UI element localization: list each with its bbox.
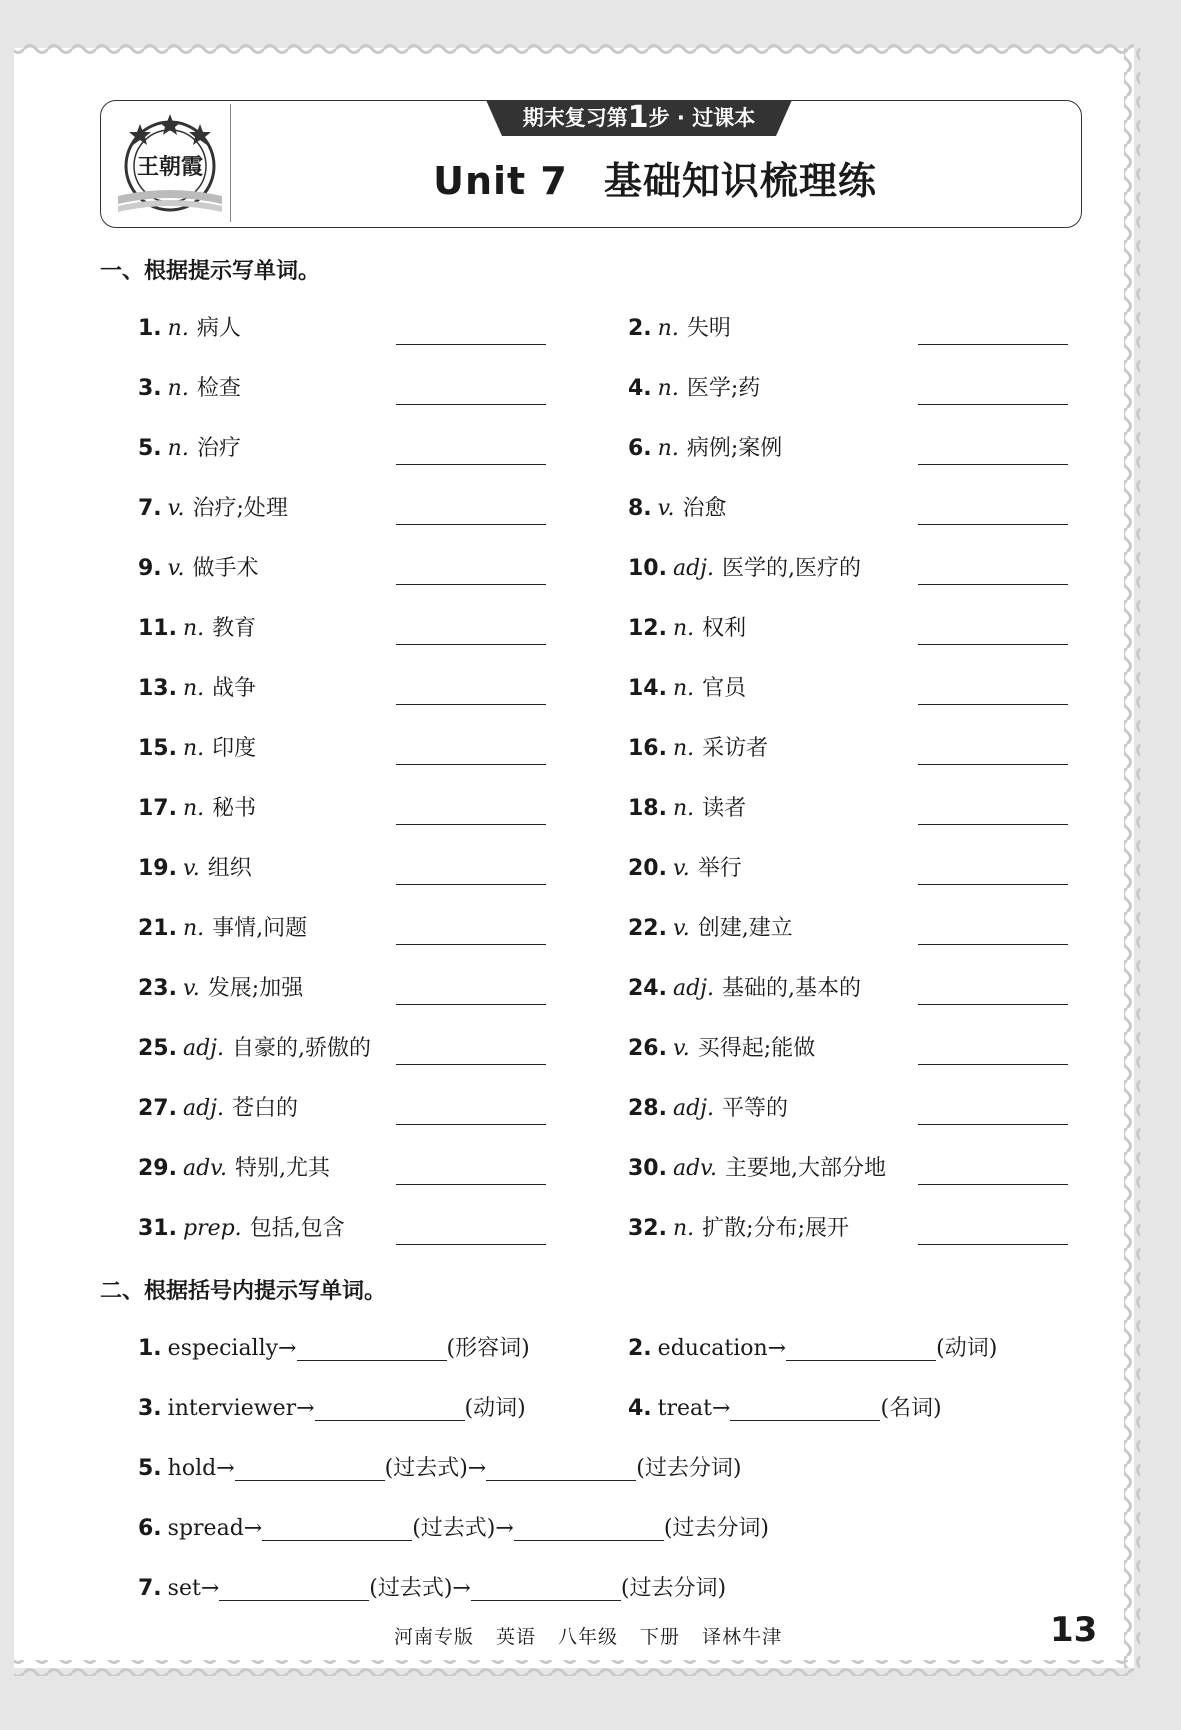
word-item (138, 974, 303, 1004)
part-of-speech: v. (672, 856, 690, 881)
part-of-speech: n. (182, 616, 205, 641)
answer-blank[interactable] (235, 1456, 385, 1481)
word-item (628, 674, 746, 704)
meaning: 举行 (697, 856, 742, 881)
meaning: 官员 (702, 676, 747, 701)
footer-version: 译林牛津 (702, 1626, 783, 1648)
answer-blank[interactable] (471, 1576, 621, 1601)
word-item (628, 974, 861, 1004)
meaning: 事情,问题 (212, 916, 308, 941)
meaning: 教育 (212, 616, 257, 641)
part-of-speech: adj. (672, 976, 714, 1001)
footer-edition: 河南专版 (394, 1626, 475, 1648)
answer-blank[interactable] (918, 824, 1068, 825)
answer-blank[interactable] (396, 344, 546, 345)
part-of-speech: n. (657, 376, 679, 401)
meaning: 治疗 (196, 436, 241, 461)
item-number: 6. (138, 1516, 162, 1541)
meaning: 采访者 (702, 736, 769, 761)
answer-blank[interactable] (730, 1396, 880, 1421)
part-of-speech: adj. (182, 1036, 224, 1061)
form-hint: (过去分词) (663, 1516, 769, 1541)
answer-blank[interactable] (396, 944, 546, 945)
word-form-item (138, 1454, 741, 1484)
part-of-speech: v. (672, 1036, 690, 1061)
word-item (628, 1154, 886, 1184)
form-hint: (动词) (936, 1336, 998, 1361)
word-form-item (138, 1334, 530, 1364)
base-word: spread→ (167, 1516, 263, 1541)
word-item (138, 914, 307, 944)
item-number: 12. (628, 616, 667, 641)
form-hint: (过去式)→ (412, 1516, 514, 1541)
item-number: 22. (628, 916, 667, 941)
item-number: 21. (138, 916, 177, 941)
part-of-speech: n. (672, 616, 695, 641)
part-of-speech: adv. (182, 1156, 227, 1181)
word-item (138, 1154, 330, 1184)
part-of-speech: v. (167, 556, 185, 581)
word-item (628, 494, 727, 524)
word-item (628, 854, 742, 884)
word-item (138, 374, 241, 404)
answer-blank[interactable] (918, 1244, 1068, 1245)
item-number: 3. (138, 376, 162, 401)
meaning: 做手术 (192, 556, 259, 581)
item-number: 27. (138, 1096, 177, 1121)
item-number: 11. (138, 616, 177, 641)
word-item (138, 434, 241, 464)
word-item (628, 1214, 849, 1244)
part-of-speech: n. (167, 436, 189, 461)
answer-blank[interactable] (486, 1456, 636, 1481)
item-number: 25. (138, 1036, 177, 1061)
word-item (138, 1034, 371, 1064)
meaning: 治愈 (682, 496, 727, 521)
part-of-speech: v. (167, 496, 185, 521)
item-number: 31. (138, 1216, 177, 1241)
answer-blank[interactable] (297, 1336, 447, 1361)
footer-volume: 下册 (640, 1626, 681, 1648)
item-number: 2. (628, 316, 652, 341)
word-item (138, 314, 241, 344)
word-form-item (628, 1334, 997, 1364)
part-of-speech: v. (182, 856, 200, 881)
page-number: 13 (1050, 1610, 1098, 1650)
answer-blank[interactable] (786, 1336, 936, 1361)
item-number: 9. (138, 556, 162, 581)
meaning: 创建,建立 (697, 916, 793, 941)
item-number: 29. (138, 1156, 177, 1181)
part-of-speech: n. (672, 1216, 695, 1241)
meaning: 医学的,医疗的 (722, 556, 861, 581)
answer-blank[interactable] (396, 524, 546, 525)
answer-blank[interactable] (396, 1064, 546, 1065)
word-item (628, 314, 731, 344)
form-hint: (动词) (464, 1396, 526, 1421)
base-word: hold→ (167, 1456, 235, 1481)
answer-blank[interactable] (315, 1396, 465, 1421)
answer-blank[interactable] (262, 1516, 412, 1541)
part-of-speech: n. (182, 676, 205, 701)
answer-blank[interactable] (918, 884, 1068, 885)
meaning: 检查 (196, 376, 241, 401)
word-form-item (628, 1394, 942, 1424)
item-number: 26. (628, 1036, 667, 1061)
answer-blank[interactable] (396, 884, 546, 885)
item-number: 4. (628, 1396, 652, 1421)
base-word: especially→ (167, 1336, 297, 1361)
form-hint: (过去式)→ (384, 1456, 487, 1481)
item-number: 3. (138, 1396, 162, 1421)
item-number: 24. (628, 976, 667, 1001)
meaning: 主要地,大部分地 (725, 1156, 886, 1181)
answer-blank[interactable] (396, 404, 546, 405)
part-of-speech: n. (167, 316, 189, 341)
answer-blank[interactable] (918, 1184, 1068, 1185)
meaning: 治疗;处理 (192, 496, 288, 521)
item-number: 10. (628, 556, 667, 581)
meaning: 发展;加强 (207, 976, 304, 1001)
answer-blank[interactable] (918, 344, 1068, 345)
word-item (628, 914, 793, 944)
section2-heading: 二、根据括号内提示写单词。 (100, 1279, 387, 1304)
meaning: 失明 (686, 316, 731, 341)
meaning: 苍白的 (232, 1096, 299, 1121)
part-of-speech: adj. (182, 1096, 224, 1121)
answer-blank[interactable] (396, 1124, 546, 1125)
part-of-speech: prep. (182, 1216, 242, 1241)
item-number: 8. (628, 496, 652, 521)
step-tab: 期末复习第1步 · 过课本 (522, 100, 756, 135)
item-number: 2. (628, 1336, 652, 1361)
svg-text:王朝霞: 王朝霞 (136, 154, 204, 180)
part-of-speech: adj. (672, 1096, 714, 1121)
part-of-speech: v. (672, 916, 690, 941)
word-item (138, 734, 256, 764)
word-item (138, 1094, 298, 1124)
answer-blank[interactable] (918, 1004, 1068, 1005)
item-number: 1. (138, 1336, 162, 1361)
meaning: 印度 (212, 736, 257, 761)
answer-blank[interactable] (918, 704, 1068, 705)
word-item (628, 554, 861, 584)
word-item (628, 1094, 788, 1124)
part-of-speech: n. (167, 376, 189, 401)
part-of-speech: n. (657, 436, 679, 461)
section1-heading: 一、根据提示写单词。 (100, 259, 321, 284)
form-hint: (形容词) (446, 1336, 530, 1361)
answer-blank[interactable] (396, 1184, 546, 1185)
item-number: 6. (628, 436, 652, 461)
meaning: 秘书 (212, 796, 257, 821)
part-of-speech: n. (672, 676, 695, 701)
item-number: 32. (628, 1216, 667, 1241)
meaning: 医学;药 (686, 376, 761, 401)
footer (394, 1622, 804, 1649)
page-title: Unit 7 基础知识梳理练 (433, 159, 877, 203)
word-item (628, 1034, 815, 1064)
word-item (628, 614, 746, 644)
item-number: 4. (628, 376, 652, 401)
word-item (138, 794, 256, 824)
item-number: 18. (628, 796, 667, 821)
form-hint: (过去式)→ (369, 1576, 471, 1601)
answer-blank[interactable] (918, 944, 1068, 945)
answer-blank[interactable] (396, 1004, 546, 1005)
answer-blank[interactable] (396, 1244, 546, 1245)
part-of-speech: n. (672, 736, 695, 761)
item-number: 16. (628, 736, 667, 761)
item-number: 13. (138, 676, 177, 701)
meaning: 基础的,基本的 (722, 976, 861, 1001)
item-number: 14. (628, 676, 667, 701)
word-item (138, 494, 288, 524)
word-item (628, 434, 782, 464)
word-item (138, 554, 259, 584)
part-of-speech: n. (672, 796, 695, 821)
part-of-speech: adv. (672, 1156, 717, 1181)
meaning: 平等的 (722, 1096, 789, 1121)
answer-blank[interactable] (396, 764, 546, 765)
answer-blank[interactable] (219, 1576, 369, 1601)
part-of-speech: adj. (672, 556, 714, 581)
item-number: 5. (138, 436, 162, 461)
item-number: 15. (138, 736, 177, 761)
form-hint: (名词) (880, 1396, 942, 1421)
item-number: 7. (138, 496, 162, 521)
base-word: education→ (657, 1336, 787, 1361)
word-item (628, 734, 768, 764)
item-number: 5. (138, 1456, 162, 1481)
meaning: 组织 (207, 856, 252, 881)
footer-subject: 英语 (496, 1626, 537, 1648)
answer-blank[interactable] (918, 524, 1068, 525)
answer-blank[interactable] (396, 584, 546, 585)
answer-blank[interactable] (396, 704, 546, 705)
word-form-item (138, 1514, 769, 1544)
word-item (628, 794, 746, 824)
meaning: 扩散;分布;展开 (702, 1216, 849, 1241)
answer-blank[interactable] (514, 1516, 664, 1541)
form-hint: (过去分词) (620, 1576, 727, 1601)
word-item (138, 674, 256, 704)
item-number: 17. (138, 796, 177, 821)
word-form-item (138, 1574, 726, 1604)
word-item (138, 854, 252, 884)
part-of-speech: n. (182, 796, 205, 821)
answer-blank[interactable] (396, 464, 546, 465)
answer-blank[interactable] (396, 824, 546, 825)
base-word: interviewer→ (167, 1396, 315, 1421)
word-item (138, 614, 256, 644)
base-word: set→ (167, 1576, 220, 1601)
answer-blank[interactable] (918, 1124, 1068, 1125)
meaning: 自豪的,骄傲的 (232, 1036, 371, 1061)
base-word: treat→ (657, 1396, 731, 1421)
meaning: 权利 (702, 616, 747, 641)
part-of-speech: n. (182, 916, 205, 941)
meaning: 包括,包含 (249, 1216, 345, 1241)
item-number: 1. (138, 316, 162, 341)
answer-blank[interactable] (918, 404, 1068, 405)
part-of-speech: n. (657, 316, 679, 341)
meaning: 病人 (196, 316, 241, 341)
word-form-item (138, 1394, 526, 1424)
item-number: 28. (628, 1096, 667, 1121)
part-of-speech: v. (657, 496, 675, 521)
part-of-speech: v. (182, 976, 200, 1001)
meaning: 读者 (702, 796, 747, 821)
meaning: 买得起;能做 (697, 1036, 816, 1061)
answer-blank[interactable] (918, 464, 1068, 465)
word-item (138, 1214, 345, 1244)
item-number: 30. (628, 1156, 667, 1181)
answer-blank[interactable] (918, 1064, 1068, 1065)
publisher-logo (110, 104, 230, 222)
answer-blank[interactable] (918, 644, 1068, 645)
item-number: 23. (138, 976, 177, 1001)
answer-blank[interactable] (918, 584, 1068, 585)
meaning: 特别,尤其 (235, 1156, 330, 1181)
footer-grade: 八年级 (558, 1626, 619, 1648)
item-number: 19. (138, 856, 177, 881)
meaning: 战争 (212, 676, 257, 701)
meaning: 病例;案例 (686, 436, 783, 461)
answer-blank[interactable] (918, 764, 1068, 765)
part-of-speech: n. (182, 736, 205, 761)
word-item (628, 374, 760, 404)
item-number: 20. (628, 856, 667, 881)
form-hint: (过去分词) (636, 1456, 742, 1481)
item-number: 7. (138, 1576, 162, 1601)
answer-blank[interactable] (396, 644, 546, 645)
